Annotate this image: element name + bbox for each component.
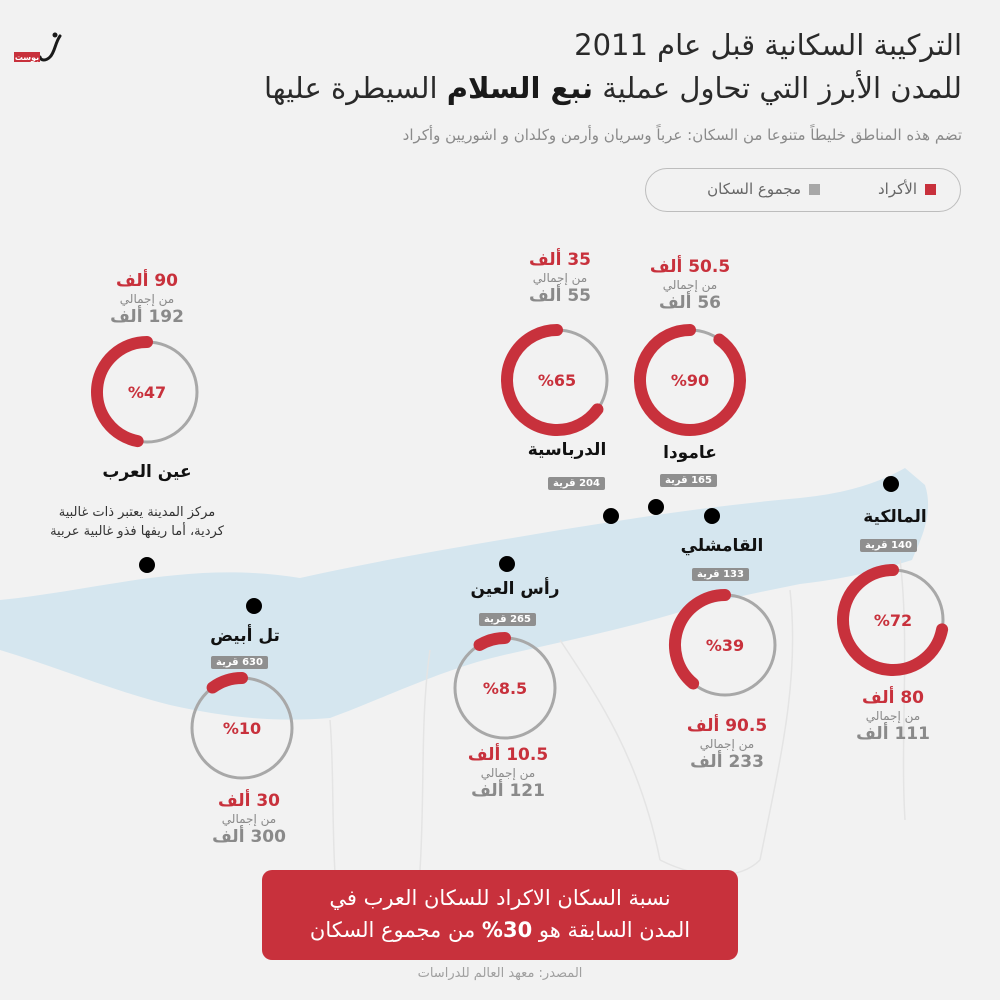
of-total-darbasiyah: من إجمالي bbox=[532, 271, 588, 286]
villages-tal-abyad: 630 قرية bbox=[211, 656, 268, 669]
donut-label-qamishli: %39 bbox=[705, 636, 745, 655]
callout-line-2 bbox=[262, 914, 738, 946]
page-subtitle: تضم هذه المناطق خليطاً متنوعا من السكان: عرباً وسريان وأرمن وكلدان و اشوريين وأكراد bbox=[402, 126, 962, 144]
title-line-2-before: للمدن الأبرز التي تحاول عملية bbox=[602, 71, 962, 105]
donut-darbasiyah bbox=[487, 318, 621, 450]
source-note: المصدر: معهد العالم للدراسات bbox=[417, 966, 583, 981]
city-name-malikiyah: المالكية bbox=[863, 507, 927, 527]
city-marker-darbasiyah bbox=[603, 508, 619, 524]
kurds-amuda: 50.5 ألف bbox=[649, 257, 731, 277]
total-tal-abyad: 300 ألف bbox=[212, 827, 286, 848]
stats-amuda bbox=[615, 257, 765, 315]
legend-label-total: مجموع السكان bbox=[707, 180, 801, 198]
stats-ras-al-ain bbox=[433, 745, 583, 803]
city-marker-amuda bbox=[648, 499, 664, 515]
of-total-amuda: من إجمالي bbox=[662, 278, 718, 293]
stats-darbasiyah bbox=[485, 250, 635, 308]
donut-tal-abyad bbox=[192, 670, 292, 778]
city-marker-ain-al-arab bbox=[139, 557, 155, 573]
donut-label-darbasiyah: %65 bbox=[537, 371, 577, 390]
of-total-ain-al-arab: من إجمالي bbox=[119, 292, 175, 307]
stats-ain-al-arab bbox=[72, 271, 222, 329]
kurds-malikiyah: 80 ألف bbox=[861, 688, 925, 708]
total-qamishli: 233 ألف bbox=[690, 752, 764, 773]
stats-malikiyah bbox=[818, 688, 968, 746]
donut-label-malikiyah: %72 bbox=[873, 611, 913, 630]
kurds-tal-abyad: 30 ألف bbox=[217, 791, 281, 811]
callout-line-1: نسبة السكان الاكراد للسكان العرب في bbox=[329, 886, 671, 910]
donut-arc-tal-abyad bbox=[213, 670, 242, 695]
legend-label-kurds: الأكراد bbox=[878, 180, 917, 198]
villages-ras-al-ain: 265 قرية bbox=[479, 613, 536, 626]
summary-callout bbox=[262, 870, 738, 960]
city-name-darbasiyah: الدرباسية bbox=[527, 440, 607, 460]
donut-label-amuda: %90 bbox=[670, 371, 710, 390]
total-malikiyah: 111 ألف bbox=[856, 724, 930, 745]
city-name-ras-al-ain: رأس العين bbox=[470, 579, 560, 599]
of-total-malikiyah: من إجمالي bbox=[865, 709, 921, 724]
donut-label-tal-abyad: %10 bbox=[222, 719, 262, 738]
kurds-darbasiyah: 35 ألف bbox=[528, 250, 592, 270]
logo-text: بوست bbox=[14, 53, 40, 62]
donut-amuda bbox=[620, 310, 760, 450]
donut-qamishli bbox=[655, 583, 775, 695]
callout-percent: 30% bbox=[481, 918, 533, 942]
villages-amuda: 165 قرية bbox=[660, 474, 717, 487]
of-total-qamishli: من إجمالي bbox=[699, 737, 755, 752]
title-operation-name: نبع السلام bbox=[446, 71, 594, 105]
city-name-qamishli: القامشلي bbox=[680, 536, 764, 556]
stats-qamishli bbox=[652, 716, 802, 774]
note-line-1: مركز المدينة يعتبر ذات غالبية bbox=[58, 505, 216, 520]
city-name-tal-abyad: تل أبيض bbox=[210, 626, 280, 646]
total-darbasiyah: 55 ألف bbox=[528, 286, 592, 307]
donut-arc-qamishli bbox=[655, 583, 750, 683]
city-name-amuda: عامودا bbox=[663, 443, 717, 463]
villages-qamishli: 133 قرية bbox=[692, 568, 749, 581]
kurds-ain-al-arab: 90 ألف bbox=[115, 271, 179, 291]
city-name-ain-al-arab: عين العرب bbox=[102, 462, 192, 482]
donut-ras-al-ain bbox=[455, 632, 555, 738]
callout-line-2-after: من مجموع السكان bbox=[309, 918, 476, 942]
city-marker-malikiyah bbox=[883, 476, 899, 492]
donut-label-ain-al-arab: %47 bbox=[127, 383, 167, 402]
title-line-1: التركيبة السكانية قبل عام 2011 bbox=[574, 28, 962, 62]
city-marker-ras-al-ain bbox=[499, 556, 515, 572]
note-ain-al-arab bbox=[22, 503, 252, 541]
donut-ain-al-arab bbox=[89, 334, 197, 442]
total-amuda: 56 ألف bbox=[658, 293, 722, 314]
stats-tal-abyad bbox=[174, 791, 324, 849]
donut-label-ras-al-ain: %8.5 bbox=[482, 679, 528, 698]
title-line-2-after: السيطرة عليها bbox=[263, 71, 438, 105]
city-marker-qamishli bbox=[704, 508, 720, 524]
villages-malikiyah: 140 قرية bbox=[860, 539, 917, 552]
note-line-2: كردية، أما ريفها فذو غالبية عربية bbox=[50, 524, 224, 539]
donut-malikiyah bbox=[835, 562, 952, 678]
villages-darbasiyah: 204 قرية bbox=[548, 477, 605, 490]
total-ras-al-ain: 121 ألف bbox=[471, 781, 545, 802]
callout-line-2-before: المدن السابقة هو bbox=[538, 918, 691, 942]
city-marker-tal-abyad bbox=[246, 598, 262, 614]
of-total-ras-al-ain: من إجمالي bbox=[480, 766, 536, 781]
kurds-qamishli: 90.5 ألف bbox=[686, 716, 768, 736]
total-ain-al-arab: 192 ألف bbox=[110, 307, 184, 328]
of-total-tal-abyad: من إجمالي bbox=[221, 812, 277, 827]
donut-arc-ras-al-ain bbox=[480, 632, 505, 651]
kurds-ras-al-ain: 10.5 ألف bbox=[467, 745, 549, 765]
